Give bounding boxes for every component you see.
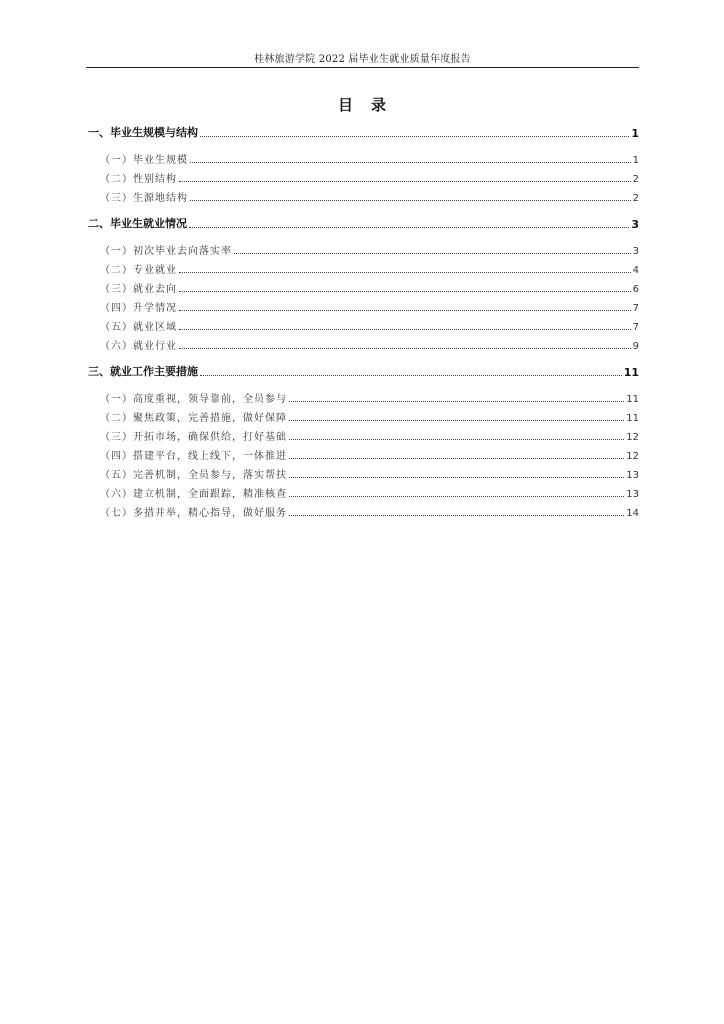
toc-entry[interactable] [88, 485, 639, 500]
toc-entry[interactable] [88, 390, 639, 405]
toc-page-number: 9 [632, 341, 639, 352]
toc-section-label: 一、毕业生规模与结构 [88, 126, 198, 139]
toc-page-number: 3 [632, 246, 639, 257]
toc-entry[interactable] [88, 151, 639, 166]
dot-leader [179, 329, 631, 330]
toc-entry-label: （六）就业行业 [100, 341, 177, 352]
toc-page-number: 1 [631, 127, 639, 140]
dot-leader [289, 401, 624, 402]
toc-page-number: 11 [623, 366, 639, 379]
dot-leader [190, 162, 631, 163]
toc-entry-label: （三）就业去向 [100, 284, 177, 295]
toc-page-number: 1 [632, 155, 639, 166]
toc-entry-label: （一）毕业生规模 [100, 155, 188, 166]
dot-leader [289, 496, 624, 497]
dot-leader [179, 181, 631, 182]
toc-page-number: 2 [632, 193, 639, 204]
toc-entry[interactable] [88, 466, 639, 481]
dot-leader [289, 515, 624, 516]
toc-page-number: 3 [631, 218, 639, 231]
toc-entry[interactable] [88, 280, 639, 295]
toc-entry-label: （二）聚焦政策，完善措施，做好保障 [100, 413, 287, 424]
dot-leader [179, 272, 631, 273]
toc-page-number: 2 [632, 174, 639, 185]
toc-entry-label: （七）多措并举，精心指导，做好服务 [100, 508, 287, 519]
dot-leader [179, 291, 631, 292]
dot-leader [190, 200, 631, 201]
toc-entry-label: （三）生源地结构 [100, 193, 188, 204]
dot-leader [179, 310, 631, 311]
toc-section-3[interactable] [88, 363, 639, 379]
toc-section-label: 三、就业工作主要措施 [88, 365, 198, 378]
toc-entry-label: （四）升学情况 [100, 303, 177, 314]
dot-leader [189, 227, 629, 228]
toc-entry-label: （五）就业区域 [100, 322, 177, 333]
toc-entry[interactable] [88, 447, 639, 462]
running-header: 桂林旅游学院 2022 届毕业生就业质量年度报告 [254, 54, 471, 65]
dot-leader [289, 439, 624, 440]
toc-page-number: 12 [626, 451, 639, 462]
toc-section-label: 二、毕业生就业情况 [88, 217, 187, 230]
toc-entry[interactable] [88, 299, 639, 314]
toc-entry-label: （五）完善机制，全员参与，落实帮扶 [100, 470, 287, 481]
toc-entry-label: （六）建立机制，全面跟踪，精准核查 [100, 489, 287, 500]
header-rule [86, 67, 639, 68]
toc-title: 目录 [337, 96, 404, 114]
toc-page-number: 11 [626, 394, 639, 405]
toc-entry[interactable] [88, 504, 639, 519]
dot-leader [289, 477, 624, 478]
dot-leader [289, 458, 624, 459]
toc-entry[interactable] [88, 242, 639, 257]
toc-page-number: 6 [632, 284, 639, 295]
dot-leader [289, 420, 624, 421]
dot-leader [234, 253, 631, 254]
toc-entry[interactable] [88, 409, 639, 424]
toc-entry-label: （四）搭建平台，线上线下，一体推进 [100, 451, 287, 462]
dot-leader [200, 136, 629, 137]
dot-leader [200, 375, 622, 376]
toc-page-number: 13 [626, 470, 639, 481]
toc-page-number: 13 [626, 489, 639, 500]
toc-page-number: 4 [632, 265, 639, 276]
toc-entry[interactable] [88, 428, 639, 443]
toc-entry[interactable] [88, 170, 639, 185]
toc-section-1[interactable] [88, 124, 639, 140]
toc-entry-label: （二）性别结构 [100, 174, 177, 185]
toc-page-number: 14 [626, 508, 639, 519]
toc-entry[interactable] [88, 261, 639, 276]
toc-page-number: 12 [626, 432, 639, 443]
toc-entry[interactable] [88, 189, 639, 204]
toc-entry-label: （一）初次毕业去向落实率 [100, 246, 232, 257]
toc-entry-label: （一）高度重视，领导靠前，全员参与 [100, 394, 287, 405]
dot-leader [179, 348, 631, 349]
toc-page-number: 11 [626, 413, 639, 424]
toc-page-number: 7 [632, 303, 639, 314]
toc-page-number: 7 [632, 322, 639, 333]
toc-entry[interactable] [88, 318, 639, 333]
toc-entry[interactable] [88, 337, 639, 352]
toc-entry-label: （二）专业就业 [100, 265, 177, 276]
toc-section-2[interactable] [88, 215, 639, 231]
toc-entry-label: （三）开拓市场，确保供给，打好基础 [100, 432, 287, 443]
